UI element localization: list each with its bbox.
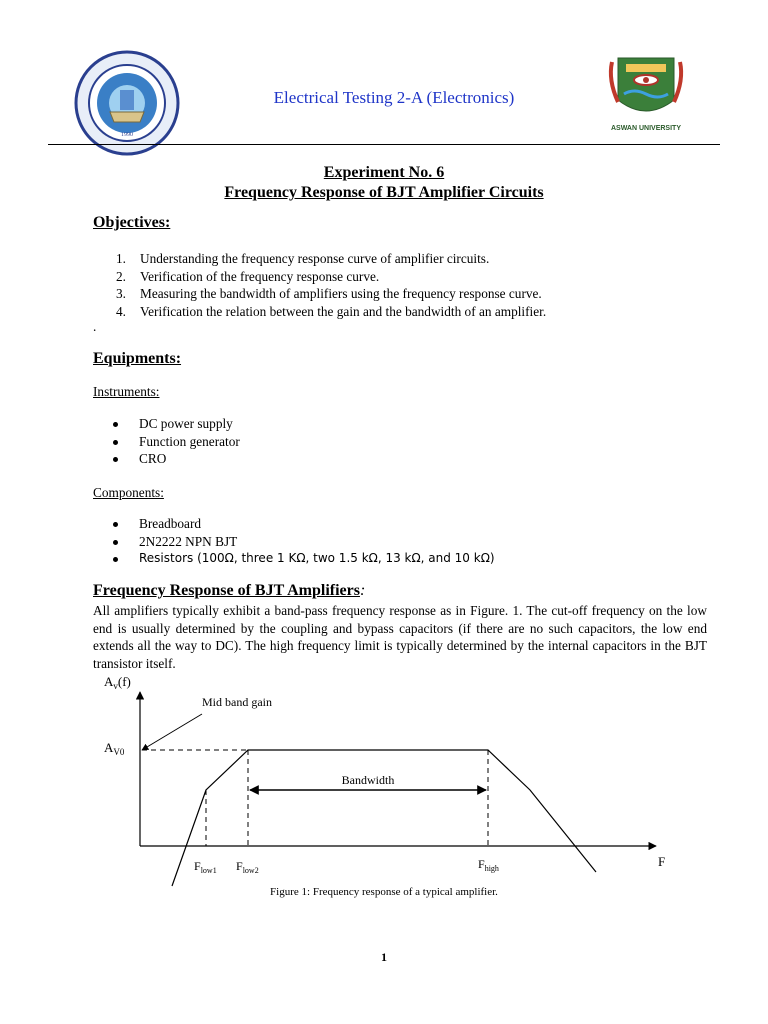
experiment-heading xyxy=(0,163,768,203)
stray-dot: . xyxy=(93,319,97,334)
instrument-item: CRO xyxy=(93,450,693,468)
aswan-university-logo xyxy=(604,50,688,136)
experiment-title: Frequency Response of BJT Amplifier Circuits xyxy=(224,184,544,201)
figure-caption: Figure 1: Frequency response of a typical amplifier. xyxy=(270,886,498,898)
objective-item: 1. Understanding the frequency response curve of amplifier circuits. xyxy=(116,251,490,266)
av0-label: $A_{V0}$ xyxy=(104,740,125,757)
instrument-item: Function generator xyxy=(93,433,693,451)
page-number: 1 xyxy=(381,950,387,964)
flow1-label: $F_{low1}$ xyxy=(194,859,217,875)
component-item: 2N2222 NPN BJT xyxy=(93,533,713,551)
freq-response-heading: Frequency Response of BJT Amplifiers: xyxy=(93,582,366,599)
experiment-number: Experiment No. 6 xyxy=(323,164,445,181)
x-axis-label: F xyxy=(658,854,666,869)
equipments-heading: Equipments: xyxy=(93,350,182,367)
header-divider xyxy=(48,144,720,145)
instruments-list xyxy=(93,415,693,468)
aswan-university-logo-text: ASWAN UNIVERSITY xyxy=(610,125,682,132)
mid-band-gain-label: Mid band gain xyxy=(202,695,272,709)
component-item: Resistors (100Ω, three 1 KΩ, two 1.5 kΩ, 13 kΩ, and 10 kΩ) xyxy=(93,550,713,568)
instrument-item: DC power supply xyxy=(93,415,693,433)
components-list xyxy=(93,515,713,568)
course-title: Electrical Testing 2-A (Electronics) xyxy=(273,88,515,107)
instruments-label: Instruments: xyxy=(93,384,160,399)
faculty-logo xyxy=(74,50,180,156)
fhigh-label: $F_{high}$ xyxy=(478,857,499,873)
objectives-heading: Objectives: xyxy=(93,214,171,231)
component-item: Breadboard xyxy=(93,515,713,533)
freq-response-paragraph: All amplifiers typically exhibit a band-pass frequency response as in Figure. 1. The cut-off frequency on the low end is usually determined by the coupling and bypass capacitors (if there are no such capacitors, the low end extends all the way to DC). The high frequency limit is typically determined by the internal capacitors in the BJT transistor itself. xyxy=(93,603,707,671)
y-axis-label: $A_v(f)$ xyxy=(104,674,131,691)
objectives-list xyxy=(116,250,736,320)
flow2-label: $F_{low2}$ xyxy=(236,859,259,875)
mid-band-arrow xyxy=(142,714,202,750)
objective-item: 2. Verification of the frequency response curve. xyxy=(116,268,380,284)
components-label: Components: xyxy=(93,485,164,500)
bandwidth-label: Bandwidth xyxy=(341,773,395,787)
frequency-response-figure xyxy=(90,668,690,900)
svg-text:1990: 1990 xyxy=(121,132,133,138)
objective-item: 3. Measuring the bandwidth of amplifiers using the frequency response curve. xyxy=(116,286,542,301)
objective-item: 4. Verification the relation between the gain and the bandwidth of an amplifier. xyxy=(116,303,547,319)
